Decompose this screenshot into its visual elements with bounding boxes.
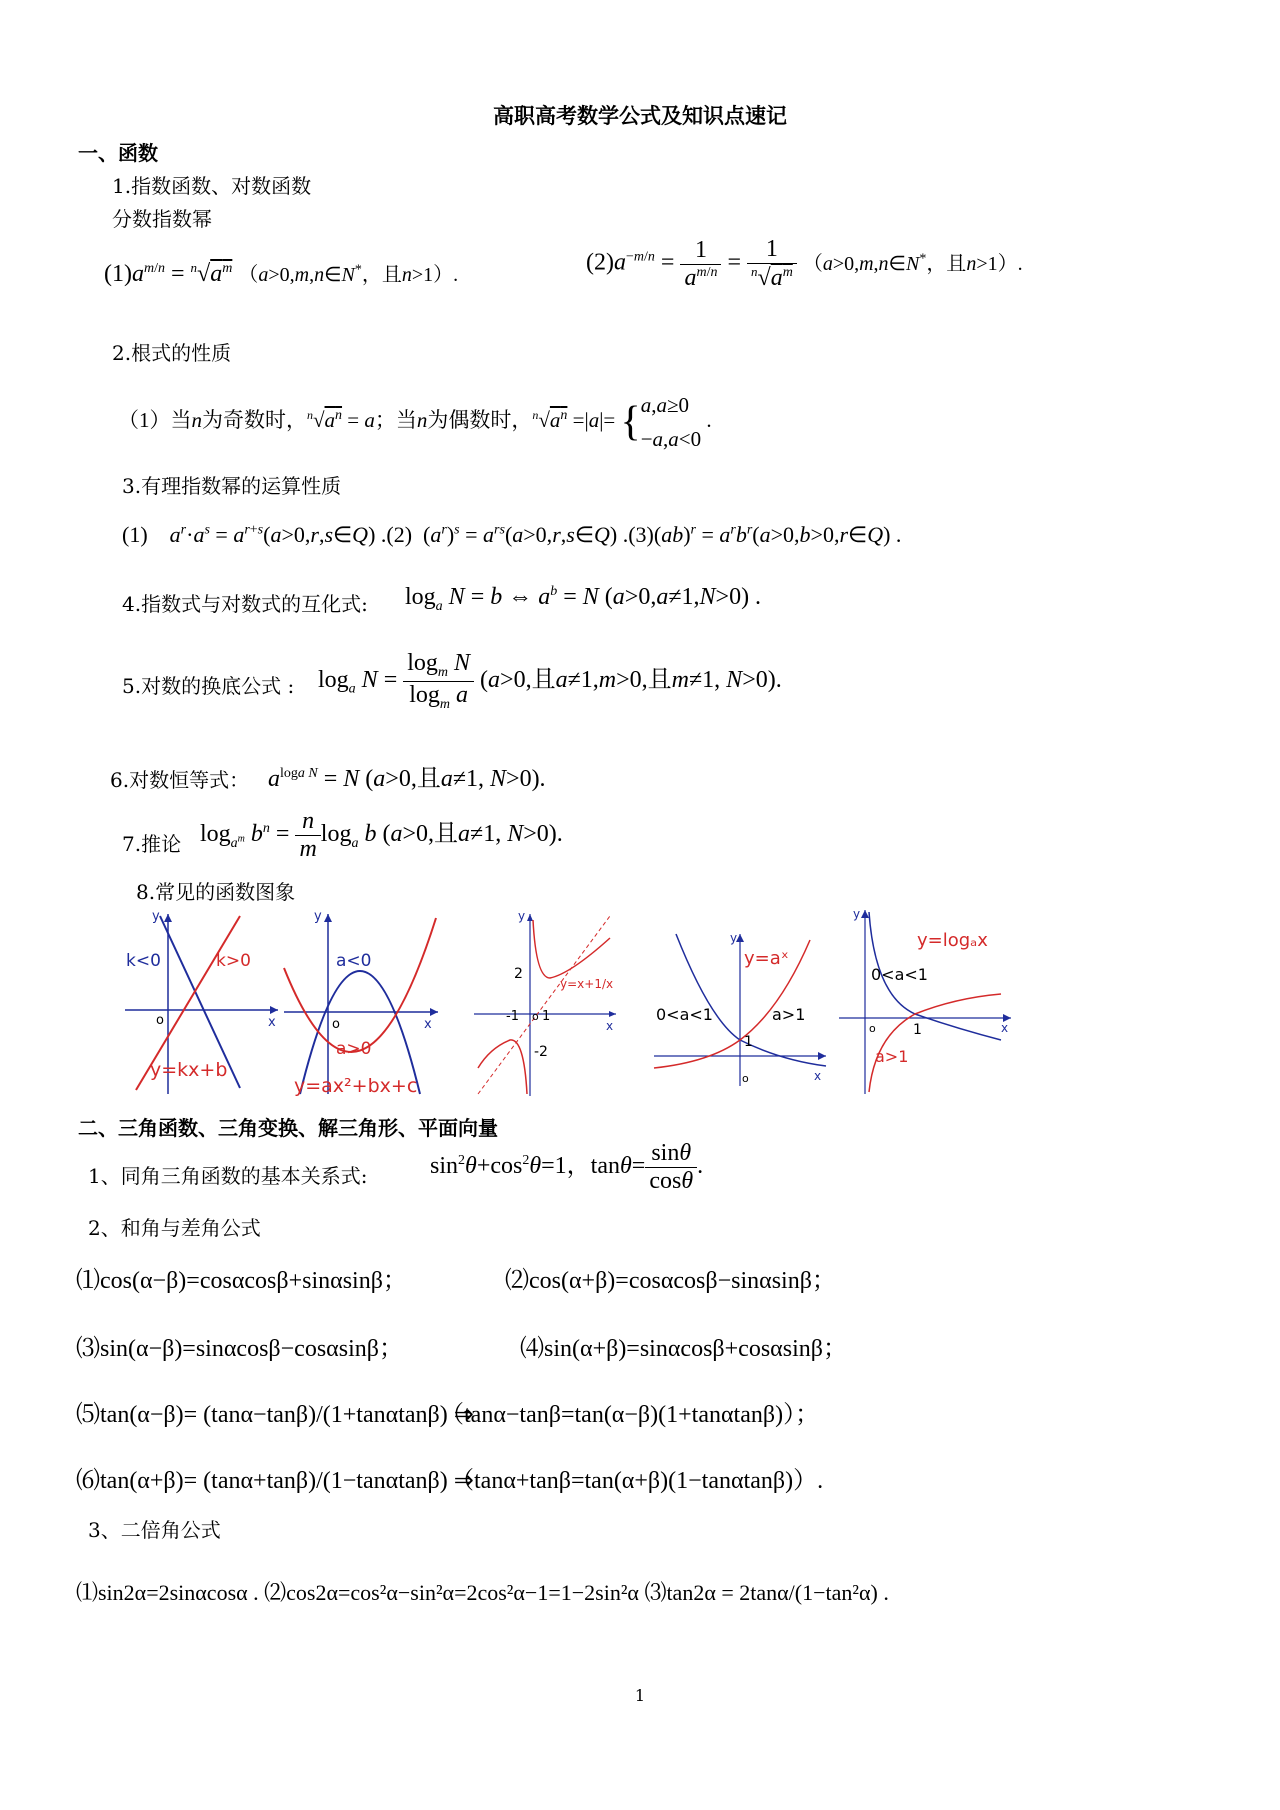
graph-hook-function bbox=[470, 908, 620, 1098]
formula-frac-exp-2: $(2)a^{-m/n}$ = $\frac{1}{a^{m/n}}$ = $\frac{1}{^n√a^m}$ （a>0,m,n∈N*，且n>1）. bbox=[586, 236, 1023, 291]
origin-label: o bbox=[742, 1072, 749, 1085]
section-1-heading: 一、函数 bbox=[78, 141, 158, 165]
formula-sin-sum: ⑷sin(α+β)=sinαcosβ+cosαsinβ； bbox=[520, 1336, 847, 1362]
page-title: 高职高考数学公式及知识点速记 bbox=[493, 104, 787, 128]
sub-heading-3: 3.有理指数幂的运算性质 bbox=[122, 474, 342, 498]
curve-negative-branch bbox=[478, 1040, 527, 1094]
formula-tan-diff-rearranged: （tanα−tanβ=tan(α−β)(1+tanαtanβ)）； bbox=[440, 1402, 820, 1428]
asymptote-y-equals-x bbox=[478, 916, 610, 1094]
tick-neg-1: -1 bbox=[506, 1009, 519, 1024]
formula-pythagorean-identity: $\sin^2\theta+\cos^2\theta=1$，tanθ= $\frac{\sin\theta}{\cos\theta}$ . bbox=[430, 1140, 704, 1194]
graph-linear bbox=[120, 908, 280, 1098]
formula-sin-diff: ⑶sin(α−β)=sinαcosβ−cosαsinβ； bbox=[76, 1336, 403, 1362]
tick-neg-2: -2 bbox=[534, 1044, 548, 1060]
sub-heading-2-2: 2、和角与差角公式 bbox=[88, 1216, 261, 1240]
origin-label: o bbox=[532, 1010, 539, 1023]
logarithm-function-label: y=logₐx bbox=[917, 930, 988, 951]
y-label: y bbox=[730, 931, 738, 945]
formula-tan-sum: ⑹tan(α+β)= (tanα+tanβ)/(1−tanαtanβ) ⇒ bbox=[76, 1468, 474, 1494]
origin-label: o bbox=[869, 1022, 876, 1035]
sub-heading-1b: 分数指数幂 bbox=[112, 207, 212, 231]
tick-1: 1 bbox=[744, 1034, 753, 1050]
graph-logarithm bbox=[835, 906, 1015, 1096]
a-positive-label: a>0 bbox=[336, 1039, 372, 1059]
x-label: x bbox=[1001, 1021, 1009, 1035]
x-label: x bbox=[268, 1015, 276, 1030]
formula-exp-rules: (1) $a^r\cdot a^s$ = $a^{r+s}(a>0,r,s\in Q)$ .(2) $(a^r)^s$ = $a^{rs}(a>0,r,s\in Q) .(3)(ab)^r$ = $a^rb^r(a>0,b>0,r\in Q)$ . bbox=[122, 522, 902, 547]
y-label: y bbox=[152, 909, 160, 924]
formula-change-base: $\log_a N$ = $\frac{\log_m N}{\log_m a}$ (a>0,且a≠1,m>0,且m≠1, N>0). bbox=[318, 650, 782, 712]
k-positive-label: k>0 bbox=[216, 951, 251, 971]
sub-heading-6: 6.对数恒等式： bbox=[110, 768, 250, 792]
origin-label: o bbox=[332, 1017, 340, 1032]
formula-log-identity: $a^{loga N} = N$ (a>0,且a≠1, N>0). bbox=[268, 766, 546, 792]
formula-double-angle: ⑴sin2α=2sinαcosα . ⑵cos2α=cos²α−sin²α=2cos²α−1=1−2sin²α ⑶tan2α = 2tanα/(1−tan²α) . bbox=[76, 1580, 889, 1605]
x-label: x bbox=[606, 1019, 614, 1033]
x-label: x bbox=[424, 1017, 432, 1032]
section-2-heading: 二、三角函数、三角变换、解三角形、平面向量 bbox=[78, 1116, 498, 1140]
sub-heading-2-3: 3、二倍角公式 bbox=[88, 1518, 221, 1542]
curve-a-greater-than-1 bbox=[869, 994, 1001, 1092]
tick-1: 1 bbox=[542, 1009, 551, 1024]
parabola-a-positive bbox=[284, 918, 436, 1052]
a-greater-than-1-label: a>1 bbox=[875, 1047, 909, 1066]
exponential-function-label: y=aˣ bbox=[744, 948, 789, 969]
sub-heading-1: 1.指数函数、对数函数 bbox=[112, 174, 312, 198]
y-label: y bbox=[314, 909, 322, 924]
a-greater-than-1-label: a>1 bbox=[772, 1005, 806, 1024]
quadratic-function-label: y=ax²+bx+c bbox=[294, 1075, 418, 1097]
tick-1: 1 bbox=[913, 1022, 922, 1038]
tick-2: 2 bbox=[514, 966, 523, 982]
formula-cos-diff: ⑴cos(α−β)=cosαcosβ+sinαsinβ； bbox=[76, 1268, 407, 1294]
sub-heading-5: 5.对数的换底公式 : bbox=[122, 674, 295, 698]
a-less-than-1-label: 0<a<1 bbox=[871, 965, 928, 984]
a-less-than-1-label: 0<a<1 bbox=[656, 1005, 713, 1024]
formula-tan-sum-rearranged: （tanα+tanβ=tan(α+β)(1−tanαtanβ)）. bbox=[450, 1468, 824, 1494]
curve-positive-branch bbox=[533, 920, 610, 978]
y-label: y bbox=[518, 909, 526, 923]
formula-log-corollary: $\log_{a^m} b^n$ = $\frac{n}{m}$ $\log_a b$ (a>0,且a≠1, N>0). bbox=[200, 808, 563, 862]
k-negative-label: k<0 bbox=[126, 951, 161, 971]
formula-exp-log-convert: $\log_a N = b$ ⇔ $a^b = N$ (a>0,a≠1,N>0) . bbox=[405, 584, 762, 614]
hook-function-label: y=x+1/x bbox=[560, 977, 614, 991]
linear-function-label: y=kx+b bbox=[150, 1059, 228, 1081]
formula-radical-property: （1）当n为奇数时，$^n√a^n = a$；当n为偶数时，$^n√a^n =|a|= \{a,a\ge 0$ −a,a<0 . bbox=[118, 393, 712, 451]
a-negative-label: a<0 bbox=[336, 951, 372, 971]
graph-exponential bbox=[650, 930, 830, 1090]
sub-heading-2-1: 1、同角三角函数的基本关系式: bbox=[88, 1164, 368, 1188]
sub-heading-2: 2.根式的性质 bbox=[112, 341, 232, 365]
formula-frac-exp-1: $(1)a^{m/n} = ^n√a^m$ （a>0,m,n∈N*，且n>1）. bbox=[104, 260, 459, 287]
graph-quadratic bbox=[280, 908, 440, 1098]
origin-label: o bbox=[156, 1013, 164, 1028]
page-number: 1 bbox=[634, 1686, 646, 1705]
formula-cos-sum: ⑵cos(α+β)=cosαcosβ−sinαsinβ； bbox=[505, 1268, 836, 1294]
x-label: x bbox=[814, 1069, 822, 1083]
formula-tan-diff: ⑸tan(α−β)= (tanα−tanβ)/(1+tanαtanβ) ⇒ bbox=[76, 1402, 474, 1428]
sub-heading-4: 4.指数式与对数式的互化式: bbox=[122, 592, 368, 616]
y-label: y bbox=[853, 907, 861, 921]
sub-heading-8: 8.常见的函数图象 bbox=[136, 880, 296, 904]
sub-heading-7: 7.推论 bbox=[122, 832, 182, 856]
